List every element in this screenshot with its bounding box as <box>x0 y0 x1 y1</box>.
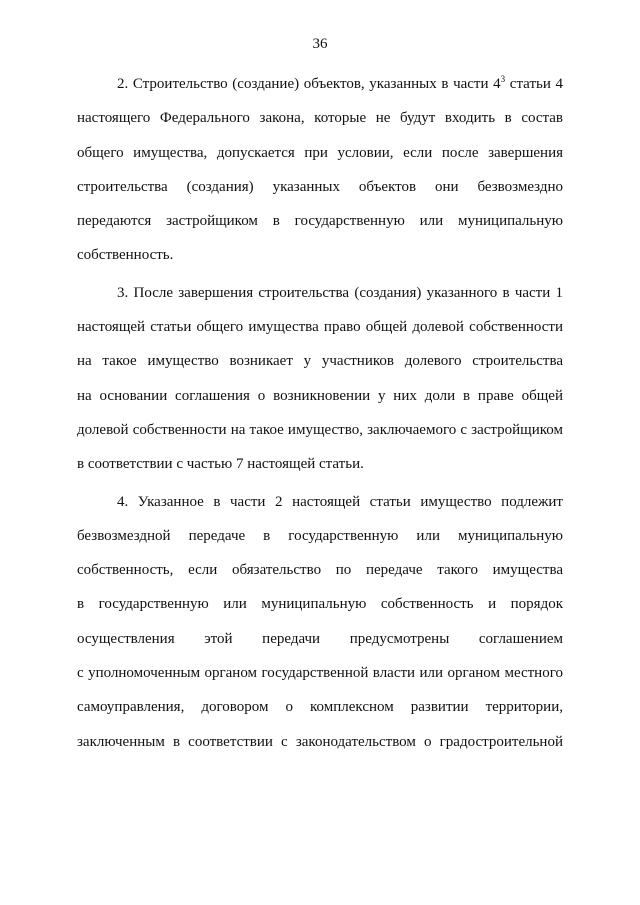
text-line: осуществления этой передачи предусмотрены соглашением <box>77 630 563 647</box>
text-line: заключенным в соответствии с законодательством о градостроительной <box>77 733 563 750</box>
text-line: настоящей статьи общего имущества право общей долевой собственности <box>77 319 563 336</box>
paragraph-4 <box>77 485 563 759</box>
superscript: 3 <box>500 74 506 84</box>
text-line: передаются застройщиком в государственную или муниципальную <box>77 213 563 230</box>
text-line: собственность. <box>77 247 174 264</box>
text-line: безвозмездной передаче в государственную или муниципальную <box>77 527 563 544</box>
text-line: на такое имущество возникает у участников долевого строительства <box>77 353 563 370</box>
text-line: с уполномоченным органом государственной власти или органом местного <box>77 665 563 682</box>
document-body <box>77 67 563 759</box>
text-line: в соответствии с частью 7 настоящей статьи. <box>77 456 364 473</box>
paragraph-2 <box>77 67 563 273</box>
text-line: настоящего Федерального закона, которые не будут входить в состав <box>77 110 563 127</box>
text-line: в государственную или муниципальную собственность и порядок <box>77 596 563 613</box>
text-line: на основании соглашения о возникновении у них доли в праве общей <box>77 387 563 404</box>
text-line: долевой собственности на такое имущество, заключаемого с застройщиком <box>77 421 563 438</box>
text-line: строительства (создания) указанных объектов они безвозмездно <box>77 178 563 195</box>
text-line <box>77 67 563 101</box>
text-line-part: 2. Строительство (создание) объектов, указанных в части 4 <box>117 76 501 92</box>
text-line: самоуправления, договором о комплексном развитии территории, <box>77 699 563 716</box>
paragraph-3 <box>77 276 563 482</box>
page-number: 36 <box>312 36 328 52</box>
text-line-part: статьи 4 <box>505 76 563 92</box>
text-line: собственность, если обязательство по передаче такого имущества <box>77 562 563 579</box>
text-line: 3. После завершения строительства (создания) указанного в части 1 <box>117 284 563 301</box>
text-line: 4. Указанное в части 2 настоящей статьи имущество подлежит <box>117 493 563 510</box>
text-line: общего имущества, допускается при условии, если после завершения <box>77 144 563 161</box>
